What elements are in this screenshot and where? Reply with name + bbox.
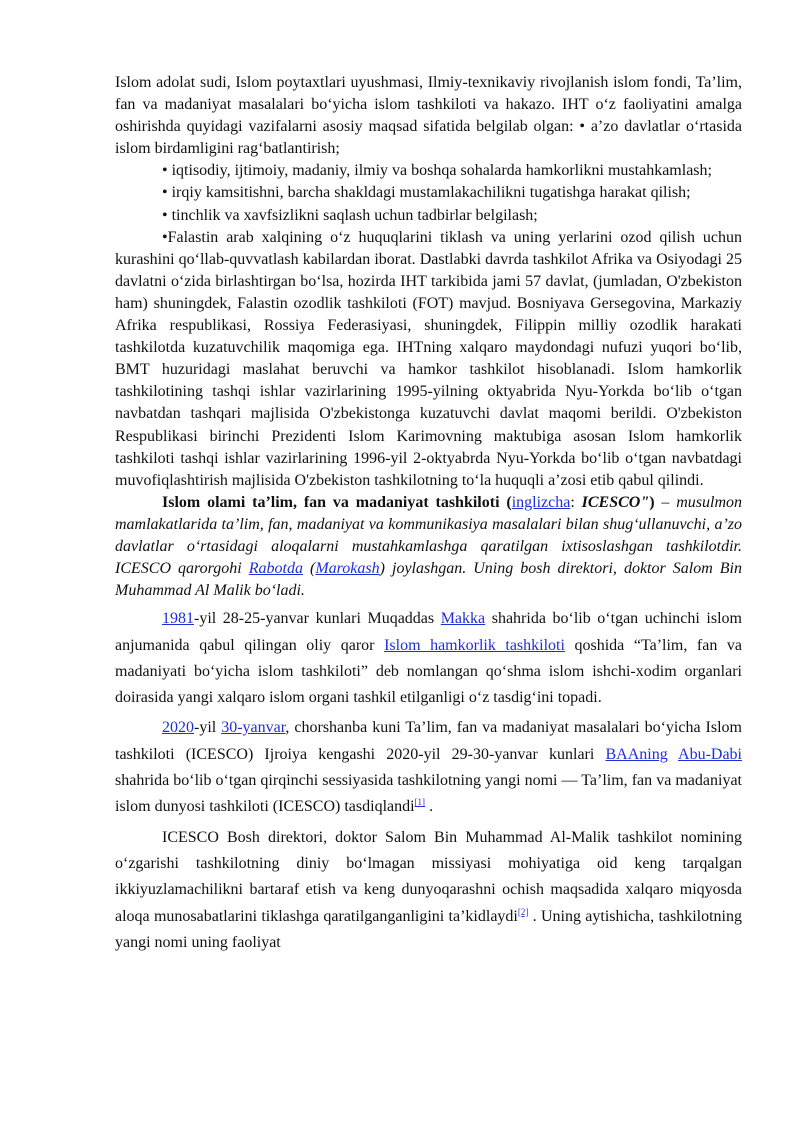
text-segment: , chorshanba kuni Ta’lim, fan va madaniyat masalalari bo‘yicha Islom tashkiloti (ICESCO) Ijroiya kengashi 2020-yil 29-30-yanvar kunlari (115, 719, 742, 763)
paren-open: ( (499, 493, 512, 511)
text-segment: shahrida bo‘lib o‘tgan qirqinchi sessiyasida tashkilotning yangi nomi — Ta’lim, fan va madaniyat islom dunyosi tashkiloti (ICESCO) tasdiqlandi (115, 772, 742, 816)
link-islom-hamkorlik-tashkiloti[interactable]: Islom hamkorlik tashkiloti (384, 636, 565, 654)
paragraph-director (115, 825, 742, 956)
link-makka[interactable]: Makka (440, 610, 486, 628)
link-30-yanvar[interactable]: 30-yanvar (221, 719, 286, 737)
text-segment: . (425, 798, 434, 816)
bullet-peace: • tinchlik va xavfsizlikni saqlash uchun tadbirlar belgilash; (162, 206, 538, 224)
link-rabotda[interactable]: Rabotda (248, 560, 303, 578)
icesco-title: Islom olami ta’lim, fan va madaniyat tashkiloti (162, 493, 500, 511)
icesco-location-text: ) joylashgan. Uning bosh direktori, doktor Salom Bin Muhammad Al Malik bo‘ladi. (115, 560, 742, 600)
bullet-discrimination: • irqiy kamsitishni, barcha shakldagi mustamlakachilikni tugatishga harakat qilish; (162, 184, 691, 202)
document-page (115, 72, 742, 956)
text-segment: ICESCO Bosh direktori, doktor Salom Bin Muhammad Al-Malik tashkilot nomining o‘zgarishi tashkilotning diniy bo‘lmagan missiyasi mohiyatiga oid keng tarqalgan ikkiyuzlamachilikni bartaraf etish va keng dunyoqarashni ochish maqsadida xalqaro miqyosda aloqa munosabatlarini tiklashga qaratilganganligini ta’kidlaydi (115, 828, 742, 925)
bullet-cooperation: • iqtisodiy, ijtimoiy, madaniy, ilmiy va boshqa sohalarda hamkorlikni mustahkamlash; (162, 162, 712, 180)
icesco-description: – musulmon mamlakatlarida ta’lim, fan, madaniyat va kommunikasiya masalalari bilan shug‘ullanuvchi, a’zo davlatlar o‘rtasidagi aloqalarni mustahkamlashga qaratilgan ixtisoslashgan tashkilotdir. ICESCO qarorgohi (115, 493, 742, 578)
icesco-acronym: ICESCO" (581, 493, 650, 511)
text-segment: . Uning aytishicha, tashkilotning yangi nomi uning faoliyat (115, 907, 742, 951)
paragraph-intro: Islom adolat sudi, Islom poytaxtlari uyushmasi, Ilmiy-texnikaviy rivojlanish islom fondi, Ta’lim, fan va madaniyat masalalari bo‘yicha islom tashkiloti va hakazo. IHT o‘z faoliyatini amalga oshirishda quyidagi vazifalarni asosiy maqsad sifatida belgilab olgan: • a’zo davlatlar o‘rtasida islom birdamligini rag‘batlantirish; (115, 74, 742, 158)
link-2020[interactable]: 2020 (162, 719, 194, 737)
text-segment: -yil (194, 719, 222, 737)
text-segment: -yil 28-25-yanvar kunlari Muqaddas (194, 610, 441, 628)
link-baaning[interactable]: BAAning (605, 745, 668, 763)
link-marokash[interactable]: Marokash (315, 560, 380, 578)
paragraph-2020 (115, 715, 742, 820)
paragraph-palestine: •Falastin arab xalqining o‘z huquqlarini tiklash va uning yerlarini ozod qilish uchun kurashini qo‘llab-quvvatlash kabilardan iborat. Dastlabki davrda tashkilot Afrika va Osiyodagi 25 davlatni o‘zida birlashtirgan bo‘lsa, hozirda IHT tarkibida jami 57 davlat, (jumladan, O'zbekiston ham) shuningdek, Falastin ozodlik tashkiloti (FOT) mavjud. Bosniyava Gersegovina, Markaziy Afrika respublikasi, Rossiya Federasiyasi, shuningdek, Filippin milliy ozodlik harakati tashkilotda kuzatuvchilik maqomiga ega. IHTning xalqaro maydondagi nufuzi yuqori bo‘lib, BMT huzuridagi maslahat beruvchi va hamkor tashkilot hisoblanadi. Islom hamkorlik tashkilotining tashqi ishlar vazirlarining 1995-yilning oktyabrida Nyu-Yorkda bo‘lib o‘tgan navbatdan tashqari majlisida O'zbekistonga kuzatuvchi davlat maqomi berildi. O'zbekiston Respublikasi birinchi Prezidenti Islom Karimovning maktubiga asosan Islom hamkorlik tashkiloti tashqi ishlar vazirlarining 1996-yil 2-oktyabrda Nyu-Yorkda bo‘lib o‘tgan navbatdagi muvofiqlashtirish majlisida O'zbekiston tashkilotning to‘la huquqli a’zosi etib qabul qilindi. (115, 228, 742, 489)
colon-text: : (570, 493, 582, 511)
paren-close: ) (649, 493, 655, 511)
text-segment: qoshida “Ta’lim, fan va madaniyati bo‘yicha islom tashkiloti” deb nomlangan qo‘shma islom ishchi-xodim organlari doirasida yangi xalqaro islom organi tashkil etilganligi o‘z tasdig‘ini topadi. (115, 636, 743, 707)
link-1981[interactable]: 1981 (162, 610, 194, 628)
link-english[interactable]: inglizcha (511, 493, 571, 511)
paren-open-2: ( (302, 560, 316, 578)
footnote-ref-1[interactable]: [1] (414, 797, 426, 808)
footnote-ref-2[interactable]: [2] (517, 906, 529, 917)
text-segment (668, 746, 678, 763)
link-abu-dabi[interactable]: Abu-Dabi (678, 745, 742, 763)
text-segment: shahrida bo‘lib o‘tgan uchinchi islom anjumanida qabul qilingan oliy qaror (115, 610, 742, 654)
paragraph-1981 (115, 606, 742, 711)
paragraph-icesco-definition (115, 492, 742, 602)
